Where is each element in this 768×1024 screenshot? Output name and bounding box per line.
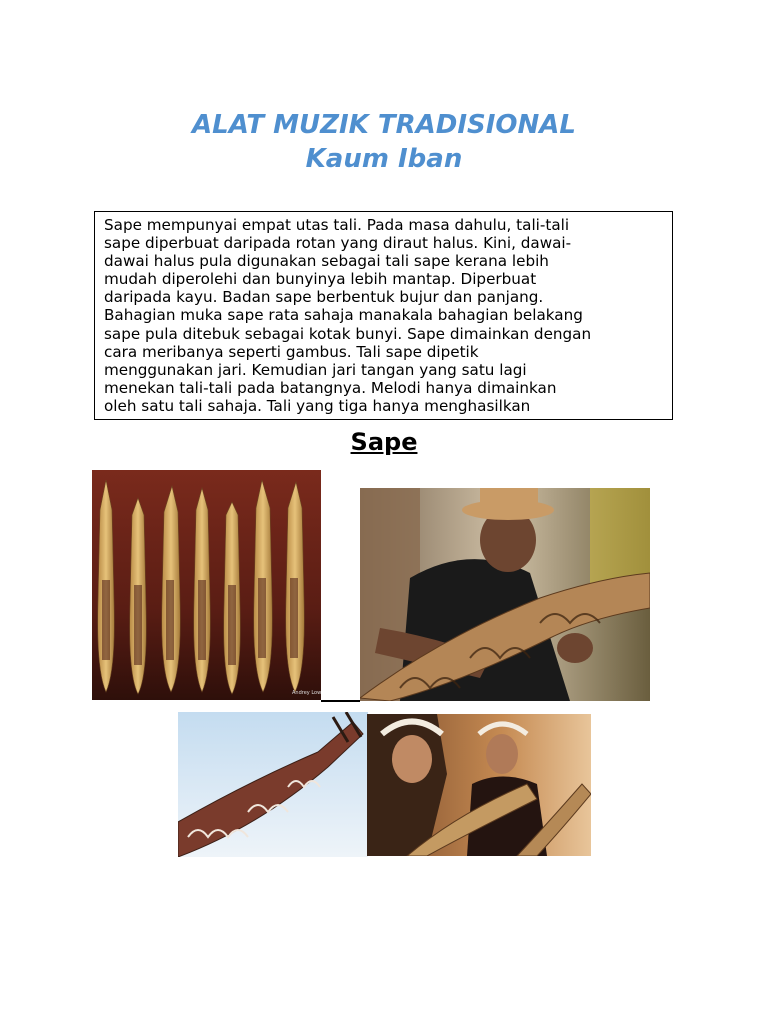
description-textbox [94,211,673,420]
description-line: Sape mempunyai empat utas tali. Pada masa dahulu, tali-tali [104,216,570,234]
description-line: daripada kayu. Badan sape berbentuk bujur dan panjang. [104,288,544,307]
title-line-1: ALAT MUZIK TRADISIONAL [192,110,576,140]
description-line: sape diperbuat daripada rotan yang diraut halus. Kini, dawai- [104,234,572,253]
title-line-2: Kaum Iban [305,144,463,174]
description-line: menggunakan jari. Kemudian jari tangan yang satu lagi [104,360,527,379]
description-line: sape pula ditebuk sebagai kotak bunyi. Sape dimainkan dengan [104,324,592,343]
stray-rule [321,700,360,702]
description-line: cara meribanya seperti gambus. Tali sape dipetik [104,342,479,361]
photo-credit: Andrey Low [292,690,321,696]
sape-collection-photo [92,470,321,700]
description-line: oleh satu tali sahaja. Tali yang tiga hanya menghasilkan [104,396,531,415]
description-line: menekan tali-tali pada batangnya. Melodi hanya dimainkan [104,378,557,397]
sape-closeup-photo [178,712,368,857]
sape-player-photo [360,488,650,701]
description-line: Bahagian muka sape rata sahaja manakala bahagian belakang [104,306,583,325]
description-line: dawai halus pula digunakan sebagai tali sape kerana lebih [104,252,549,271]
sape-performers-photo [367,714,591,856]
section-heading: Sape [350,428,418,456]
description-line: mudah diperolehi dan bunyinya lebih mantap. Diperbuat [104,270,537,289]
